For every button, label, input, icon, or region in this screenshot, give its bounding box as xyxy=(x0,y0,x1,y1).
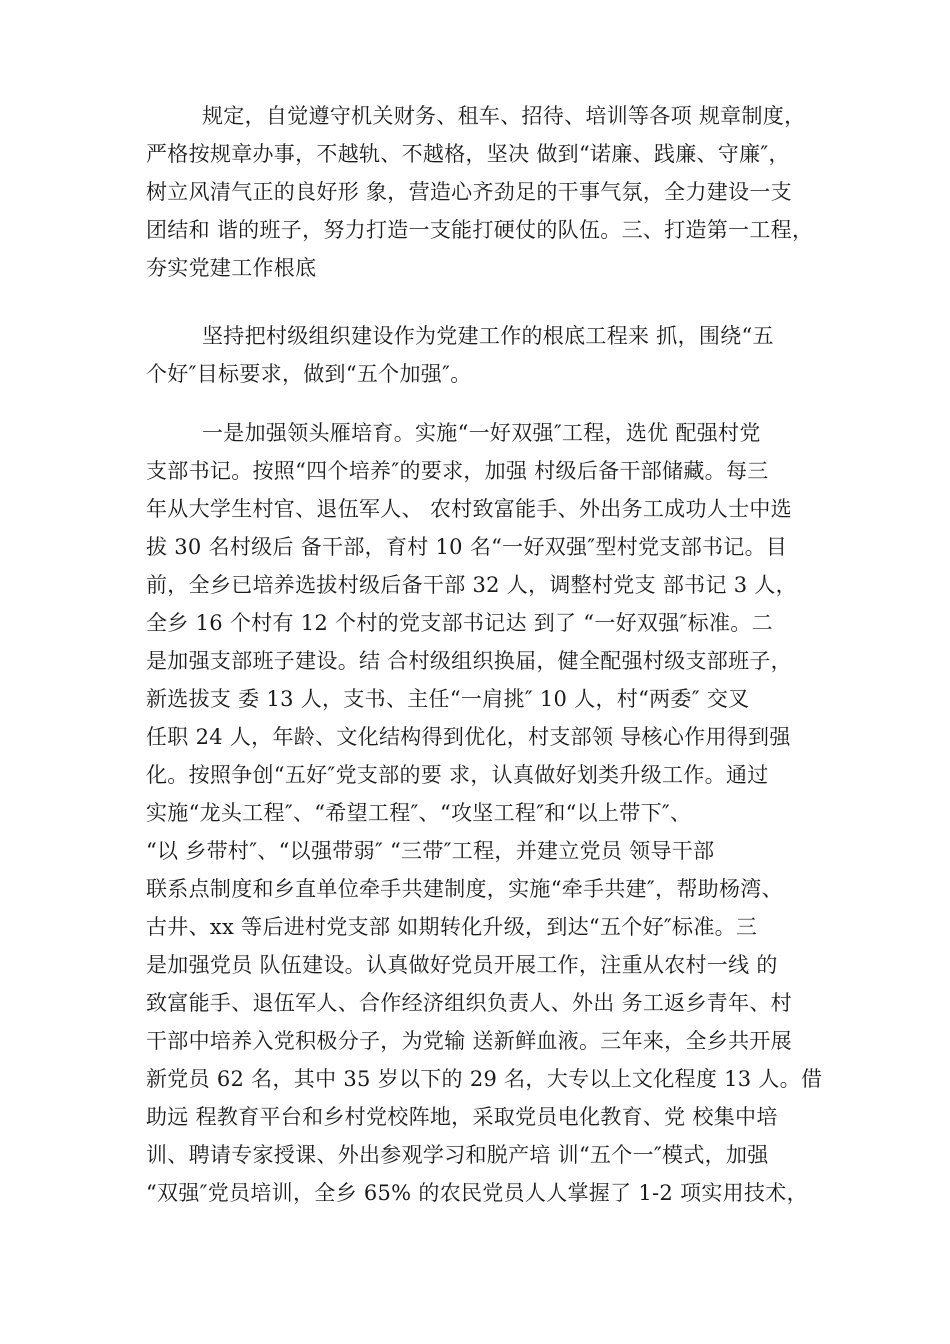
text-line: 树立风清气正的良好形 象，营造心齐劲足的干事气氛，全力建设一支 xyxy=(146,180,792,204)
text-line: 前，全乡已培养选拔村级后备干部 32 人，调整村党支 部书记 3 人， xyxy=(146,573,797,597)
text-line: 夯实党建工作根底 xyxy=(146,256,317,280)
text-line: 年从大学生村官、退伍军人、 农村致富能手、外出务工成功人士中选 xyxy=(146,497,792,521)
text-line: 团结和 谐的班子，努力打造一支能打硬仗的队伍。三、打造第一工程， xyxy=(146,218,814,242)
text-line: 一是加强领头雁培育。实施“一好双强″工程，选优 配强村党 xyxy=(202,421,761,445)
text-line: 新党员 62 名，其中 35 岁以下的 29 名，大专以上文化程度 13 人。借 xyxy=(146,1067,823,1091)
paragraph-2 xyxy=(146,317,836,393)
text-line: 个好″目标要求，做到“五个加强″。 xyxy=(146,362,472,386)
text-line: “双强″党员培训，全乡 65% 的农民党员人人掌握了 1-2 项实用技术， xyxy=(146,1181,808,1205)
text-line: 是加强党员 队伍建设。认真做好党员开展工作，注重从农村一线 的 xyxy=(146,953,778,977)
paragraph-3 xyxy=(146,414,836,1212)
text-line: 拔 30 名村级后 备干部，育村 10 名“一好双强″型村党支部书记。目 xyxy=(146,535,788,559)
text-line: 联系点制度和乡直单位牵手共建制度，实施“牵手共建″，帮助杨湾、 xyxy=(146,877,783,901)
text-line: “以 乡带村″、“以强带弱″ “三带″工程，并建立党员 领导干部 xyxy=(146,839,715,863)
text-line: 是加强支部班子建设。结 合村级组织换届，健全配强村级支部班子， xyxy=(146,649,792,673)
text-line: 规定，自觉遵守机关财务、租车、招待、培训等各项 规章制度， xyxy=(202,104,806,128)
paragraph-1 xyxy=(146,97,836,287)
text-line: 支部书记。按照“四个培养″的要求，加强 村级后备干部储藏。每三 xyxy=(146,459,769,483)
text-line: 助远 程教育平台和乡村党校阵地，采取党员电化教育、党 校集中培 xyxy=(146,1105,778,1129)
text-line: 任职 24 人，年龄、文化结构得到优化，村支部领 导核心作用得到强 xyxy=(146,725,791,749)
text-line: 训、聘请专家授课、外出参观学习和脱产培 训“五个一″模式，加强 xyxy=(146,1143,769,1167)
text-line: 坚持把村级组织建设作为党建工作的根底工程来 抓，围绕“五 xyxy=(202,324,774,348)
text-line: 致富能手、退伍军人、合作经济组织负责人、外出 务工返乡青年、村 xyxy=(146,991,792,1015)
text-line: 干部中培养入党积极分子，为党输 送新鲜血液。三年来，全乡共开展 xyxy=(146,1029,792,1053)
text-line: 化。按照争创“五好″党支部的要 求，认真做好划类升级工作。通过 xyxy=(146,763,769,787)
text-line: 新选拔支 委 13 人，支书、主任“一肩挑″ 10 人，村“两委″ 交叉 xyxy=(146,687,750,711)
text-line: 严格按规章办事，不越轨、不越格，坚决 做到“诺廉、践廉、守廉″， xyxy=(146,142,790,166)
text-line: 全乡 16 个村有 12 个村的党支部书记达 到了 “一好双强″标准。二 xyxy=(146,611,773,635)
text-line: 古井、xx 等后进村党支部 如期转化升级，到达“五个好″标准。三 xyxy=(146,915,758,939)
text-line: 实施“龙头工程″、“希望工程″、“攻坚工程″和“以上带下″、 xyxy=(146,801,692,825)
